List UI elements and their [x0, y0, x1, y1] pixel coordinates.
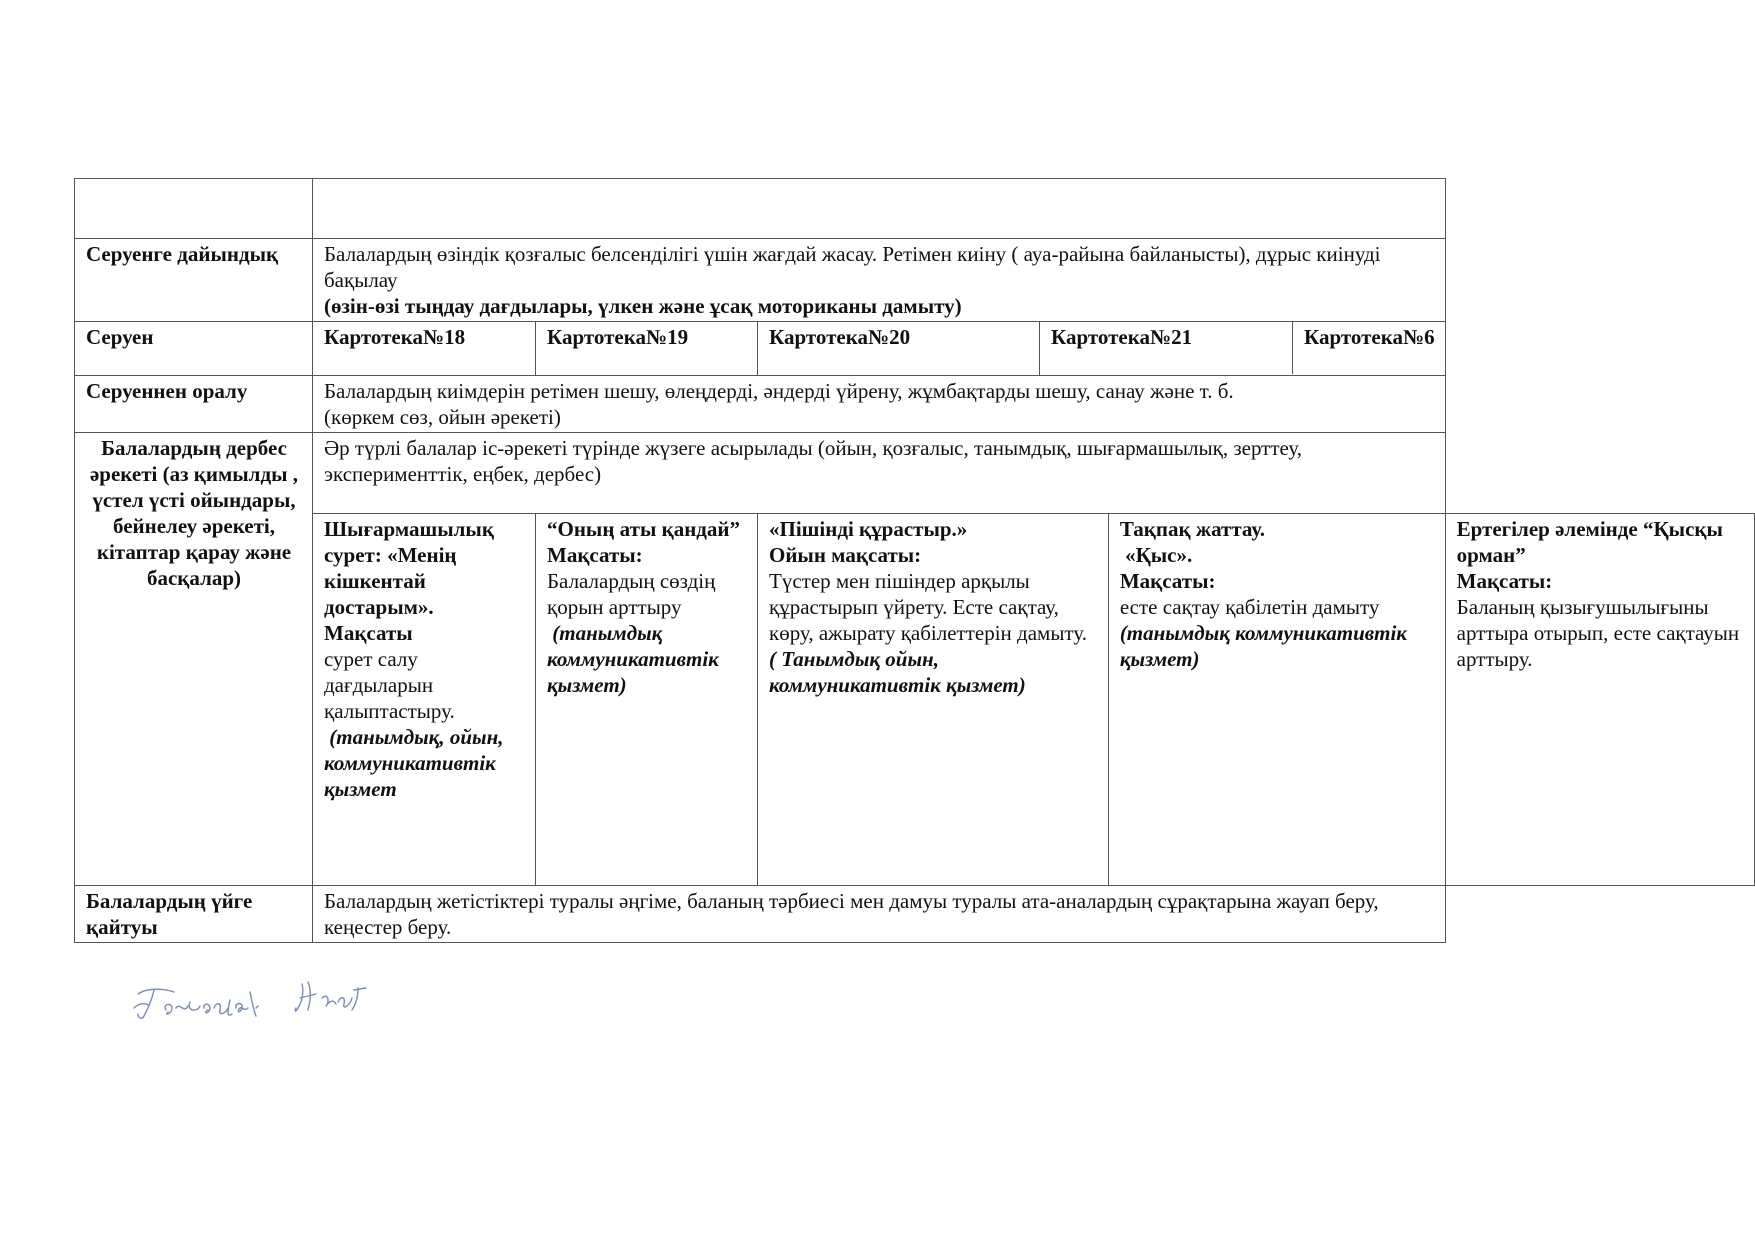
activity-5-text: Баланың қызығушылығыны арттыра отырып, есте сақтауын арттыру.	[1456, 595, 1740, 671]
activity-4-text: есте сақтау қабілетін дамыту	[1119, 595, 1380, 619]
walk-card-5: Картотека№6	[1304, 325, 1435, 349]
walk-card-1: Картотека№18	[313, 322, 536, 376]
activity-1-text: сурет салу дағдыларын қалыптастыру.	[324, 647, 455, 723]
return-row	[75, 376, 1755, 433]
activity-5-title: Ертегілер әлемінде “Қысқы орман”	[1456, 517, 1723, 567]
prep-note: (өзін-өзі тыңдау дағдылары, үлкен және ұсақ моториканы дамыту)	[324, 294, 962, 318]
independent-label: Балалардың дербес әрекеті (аз қимылды , үстел үсті ойындары, бейнелеу әрекеті, кітаптар қарау және басқалар)	[75, 433, 313, 886]
handwritten-signature	[132, 978, 402, 1034]
going-home-row	[75, 886, 1755, 943]
plan-table	[74, 178, 1755, 943]
activity-3-text: Түстер мен пішіндер арқылы құрастырып үйрету. Есте сақтау, көру, ажырату қабілеттерін дамыту.	[769, 569, 1087, 645]
empty-header-cell-label	[75, 179, 313, 239]
return-label: Серуеннен оралу	[75, 376, 313, 433]
prep-text: Балалардың өзіндік қозғалыс белсенділігі үшін жағдай жасау. Ретімен киіну ( ауа-райына байланысты), дұрыс киінуді бақылау	[324, 242, 1381, 292]
going-home-label: Балалардың үйге қайтуы	[75, 886, 313, 943]
walk-card-3: Картотека№20	[758, 322, 1040, 376]
independent-intro-row	[75, 433, 1755, 514]
activity-4-note: (танымдық коммуникативтік қызмет)	[1119, 621, 1407, 671]
activity-2-goal-label: Мақсаты:	[547, 543, 643, 567]
activity-1-goal-label: Мақсаты	[324, 621, 413, 645]
activity-5-goal-label: Мақсаты:	[1456, 569, 1553, 593]
empty-header-cell	[313, 179, 1446, 239]
return-text: Балалардың киімдерін ретімен шешу, өлеңдерді, әндерді үйрену, жұмбақтарды шешу, санау және т. б.	[324, 379, 1234, 403]
walk-row	[75, 322, 1755, 376]
activity-5	[1445, 514, 1754, 886]
walk-card-2: Картотека№19	[536, 322, 758, 376]
activity-4-title-2: «Қыс».	[1119, 543, 1193, 567]
return-content	[313, 376, 1446, 433]
signature-drawing	[132, 978, 402, 1034]
walk-label: Серуен	[75, 322, 313, 376]
activity-4	[1108, 514, 1445, 886]
activity-3-goal-label: Ойын мақсаты:	[769, 543, 922, 567]
activity-2-title: “Оның аты қандай”	[547, 517, 741, 541]
empty-header-row	[75, 179, 1755, 239]
activity-3	[758, 514, 1109, 886]
activity-2	[536, 514, 758, 886]
activity-3-note: ( Танымдық ойын, коммуникативтік қызмет)	[769, 647, 1026, 697]
independent-intro: Әр түрлі балалар іс-әрекеті түрінде жүзеге асырылады (ойын, қозғалыс, танымдық, шығармашылық, зерттеу, эксперименттік, еңбек, дербес)	[313, 433, 1446, 514]
activity-4-goal-label: Мақсаты:	[1119, 569, 1216, 593]
walk-card-4: Картотека№21	[1040, 322, 1293, 374]
prep-row	[75, 239, 1755, 322]
activity-4-title: Тақпақ жаттау.	[1119, 517, 1265, 541]
activity-1-title: Шығармашылық сурет: «Менің кішкентай достарым».	[324, 517, 494, 619]
prep-content	[313, 239, 1446, 322]
independent-activities-row	[75, 514, 1755, 886]
return-note: (көркем сөз, ойын әрекеті)	[324, 405, 561, 429]
activity-3-title: «Пішінді құрастыр.»	[769, 517, 968, 541]
activity-1-note: (танымдық, ойын, коммуникативтік қызмет	[324, 725, 509, 801]
activity-2-note: (танымдық коммуникативтік қызмет)	[547, 621, 725, 697]
activity-2-text: Балалардың сөздің қорын арттыру	[547, 569, 716, 619]
activity-1	[313, 514, 536, 886]
going-home-text: Балалардың жетістіктері туралы әңгіме, баланың тәрбиесі мен дамуы туралы ата-аналардың сұрақтарына жауап беру, кеңестер беру.	[313, 886, 1446, 943]
walk-card-4-5	[1040, 322, 1446, 376]
prep-label: Серуенге дайындық	[75, 239, 313, 322]
